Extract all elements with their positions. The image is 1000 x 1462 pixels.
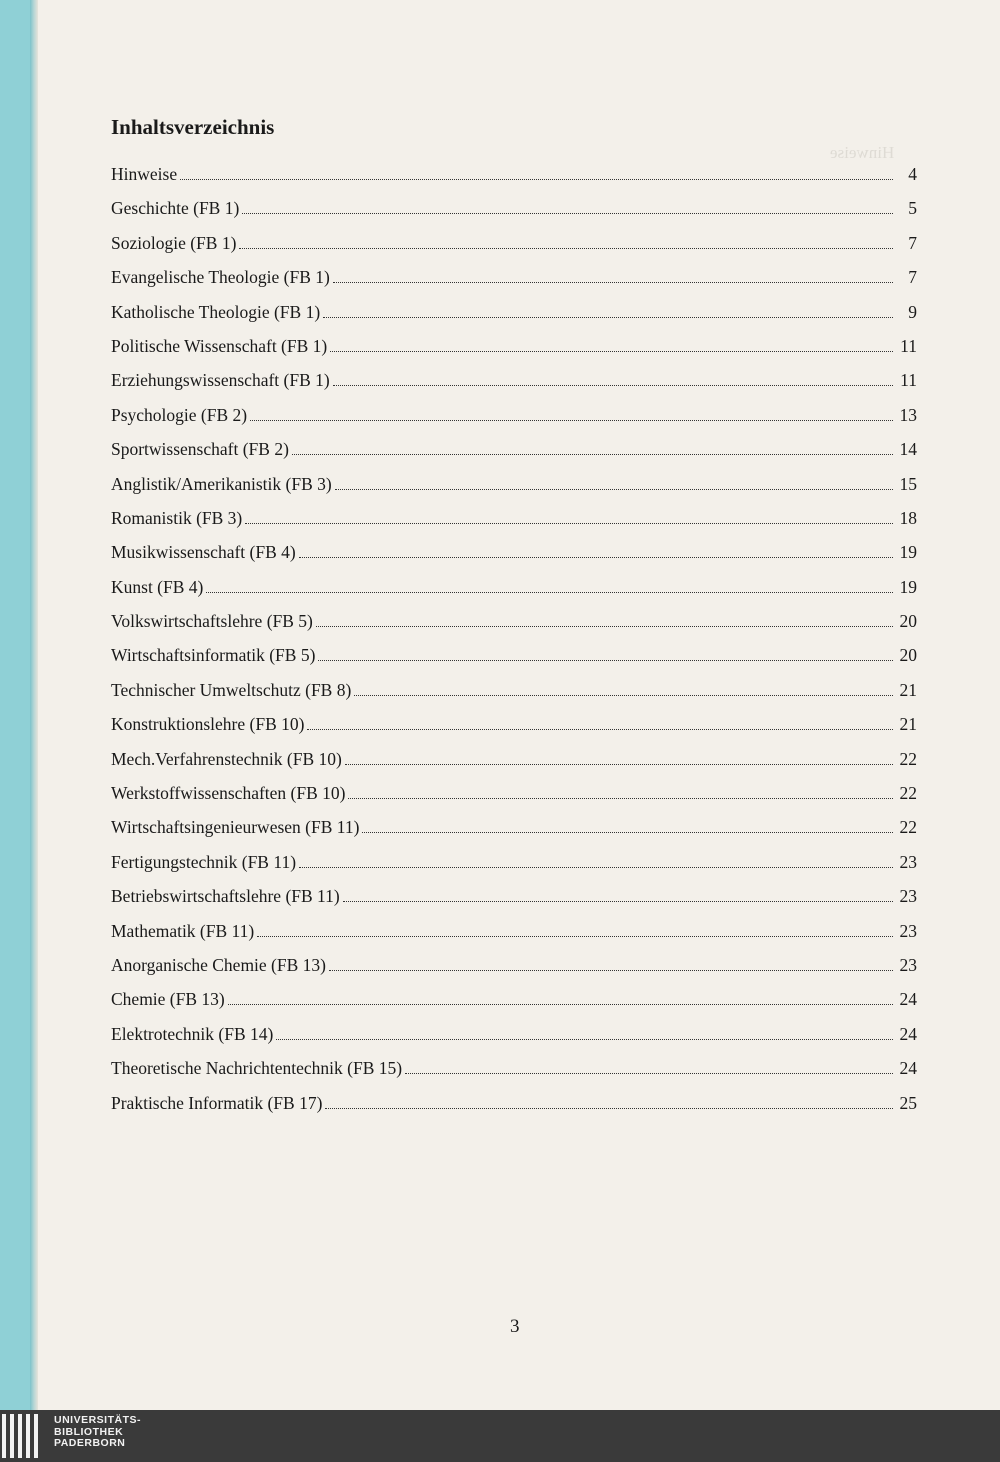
toc-entry: [111, 267, 917, 301]
toc-entry-page: 24: [899, 1058, 917, 1079]
toc-entry-label: Mathematik (FB 11): [111, 920, 255, 941]
dot-leader: [257, 936, 893, 937]
toc-entry: [111, 852, 917, 886]
toc-entry-page: 7: [908, 232, 917, 253]
toc-entry-page: 5: [908, 198, 917, 219]
toc-entry-page: 11: [900, 370, 917, 391]
toc-entry-page: 20: [899, 645, 917, 666]
toc-entry-page: 22: [899, 817, 917, 838]
toc-entry: [111, 1058, 917, 1092]
toc-entry: [111, 783, 917, 817]
toc-entry: [111, 1024, 917, 1058]
toc-entry-label: Wirtschaftsingenieurwesen (FB 11): [111, 817, 360, 838]
toc-entry-page: 19: [899, 542, 917, 563]
toc-entry-page: 22: [899, 748, 917, 769]
dot-leader: [228, 1004, 893, 1005]
toc-entry-page: 21: [899, 714, 917, 735]
toc-entry-label: Katholische Theologie (FB 1): [111, 301, 321, 322]
show-through-text: Hinweise: [830, 143, 895, 162]
toc-entry-label: Soziologie (FB 1): [111, 232, 237, 253]
toc-entry-label: Psychologie (FB 2): [111, 404, 248, 425]
toc-title: Inhaltsverzeichnis: [111, 115, 275, 139]
dot-leader: [323, 317, 893, 318]
dot-leader: [318, 660, 893, 661]
toc-entry-label: Anorganische Chemie (FB 13): [111, 954, 326, 975]
toc-entry-label: Elektrotechnik (FB 14): [111, 1023, 274, 1044]
toc-entry: [111, 577, 917, 611]
toc-entry: [111, 611, 917, 645]
toc-entry-label: Betriebswirtschaftslehre (FB 11): [111, 886, 340, 907]
toc-entry-page: 13: [899, 404, 917, 425]
toc-entry-page: 4: [908, 164, 917, 184]
toc-entry-label: Mech.Verfahrenstechnik (FB 10): [111, 748, 342, 769]
toc-entry-label: Hinweise: [111, 164, 178, 184]
toc-entry: [111, 542, 917, 576]
toc-entry-label: Fertigungstechnik (FB 11): [111, 851, 297, 872]
toc-entry-label: Kunst (FB 4): [111, 576, 204, 597]
toc-entry-label: Praktische Informatik (FB 17): [111, 1092, 323, 1113]
dot-leader: [299, 557, 893, 558]
dot-leader: [348, 798, 893, 799]
toc-entry-label: Volkswirtschaftslehre (FB 5): [111, 611, 313, 632]
dot-leader: [180, 179, 893, 180]
toc-entry-page: 20: [899, 611, 917, 632]
library-footer: [0, 1410, 1000, 1462]
dot-leader: [354, 695, 893, 696]
dot-leader: [242, 213, 893, 214]
toc-entry-label: Politische Wissenschaft (FB 1): [111, 335, 328, 356]
dot-leader: [333, 385, 893, 386]
library-logo: [2, 1414, 44, 1458]
toc-entry-label: Technischer Umweltschutz (FB 8): [111, 679, 352, 700]
toc-entry-page: 19: [899, 576, 917, 597]
toc-entry-label: Werkstoffwissenschaften (FB 10): [111, 783, 346, 804]
dot-leader: [329, 970, 893, 971]
toc-entry-page: 24: [899, 1023, 917, 1044]
dot-leader: [299, 867, 893, 868]
toc-entry: [111, 645, 917, 679]
dot-leader: [239, 248, 893, 249]
toc-entry-label: Romanistik (FB 3): [111, 507, 243, 528]
toc-entry: [111, 405, 917, 439]
page-number: 3: [510, 1316, 520, 1337]
toc-entry-page: 25: [899, 1092, 917, 1113]
toc-entry-label: Sportwissenschaft (FB 2): [111, 439, 289, 460]
toc-entry: [111, 233, 917, 267]
toc-entry-page: 24: [899, 989, 917, 1010]
toc-entry: [111, 336, 917, 370]
toc-entry-page: 18: [899, 507, 917, 528]
library-name-line: BIBLIOTHEK: [54, 1425, 124, 1438]
toc-entry: [111, 749, 917, 783]
toc-entry-page: 23: [899, 920, 917, 941]
toc-entry-label: Konstruktionslehre (FB 10): [111, 714, 305, 735]
dot-leader: [335, 489, 893, 490]
toc-entry: [111, 164, 917, 198]
library-name: [54, 1415, 141, 1450]
toc-entry: [111, 886, 917, 920]
toc-entry-page: 22: [899, 783, 917, 804]
toc-entry-label: Chemie (FB 13): [111, 989, 225, 1010]
toc-entry: [111, 370, 917, 404]
toc-entry: [111, 921, 917, 955]
toc-entry-label: Evangelische Theologie (FB 1): [111, 267, 330, 288]
dot-leader: [276, 1039, 893, 1040]
toc-entry-page: 23: [899, 851, 917, 872]
toc-entry-label: Anglistik/Amerikanistik (FB 3): [111, 473, 332, 494]
toc-entry: [111, 508, 917, 542]
dot-leader: [316, 626, 893, 627]
toc-entry-page: 7: [908, 267, 917, 288]
toc-entry-page: 23: [899, 886, 917, 907]
dot-leader: [345, 764, 893, 765]
toc-entry-label: Musikwissenschaft (FB 4): [111, 542, 296, 563]
toc-entry-page: 23: [899, 954, 917, 975]
dot-leader: [250, 420, 893, 421]
dot-leader: [245, 523, 893, 524]
dot-leader: [330, 351, 893, 352]
toc-entry-page: 9: [908, 301, 917, 322]
table-of-contents: [111, 164, 917, 1127]
toc-entry: [111, 817, 917, 851]
dot-leader: [333, 282, 893, 283]
toc-entry: [111, 989, 917, 1023]
library-name-line: PADERBORN: [54, 1437, 126, 1449]
toc-entry: [111, 680, 917, 714]
dot-leader: [206, 592, 893, 593]
toc-entry-page: 11: [900, 335, 917, 356]
dot-leader: [343, 901, 893, 902]
toc-entry: [111, 302, 917, 336]
toc-entry-label: Geschichte (FB 1): [111, 198, 240, 219]
dot-leader: [292, 454, 893, 455]
toc-entry-page: 14: [899, 439, 917, 460]
cover-edge-shadow: [30, 0, 38, 1410]
dot-leader: [405, 1073, 893, 1074]
toc-entry-page: 21: [899, 679, 917, 700]
toc-entry: [111, 714, 917, 748]
toc-entry: [111, 439, 917, 473]
toc-entry-label: Erziehungswissenschaft (FB 1): [111, 370, 330, 391]
dot-leader: [325, 1108, 893, 1109]
toc-entry: [111, 955, 917, 989]
toc-entry-label: Theoretische Nachrichtentechnik (FB 15): [111, 1058, 403, 1079]
toc-entry-label: Wirtschaftsinformatik (FB 5): [111, 645, 316, 666]
dot-leader: [362, 832, 893, 833]
dot-leader: [307, 729, 893, 730]
library-name-line: UNIVERSITÄTS-: [54, 1414, 142, 1426]
toc-entry-page: 15: [899, 473, 917, 494]
toc-entry: [111, 198, 917, 232]
toc-entry: [111, 474, 917, 508]
toc-entry: [111, 1093, 917, 1127]
